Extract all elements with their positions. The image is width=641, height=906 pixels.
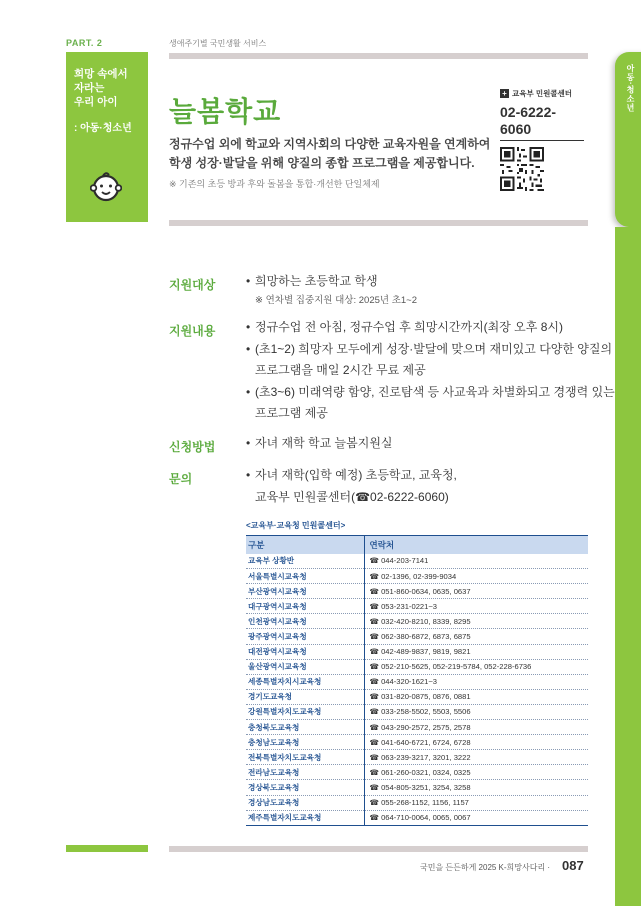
- table-cell-phone: ☎ 044-320-1621~3: [364, 674, 588, 689]
- contact-label: [500, 88, 584, 99]
- section-content-content: [246, 317, 615, 425]
- inquiry-item: [246, 465, 457, 508]
- table-header-category: 구분: [246, 536, 364, 554]
- table-cell-org: 부산광역시교육청: [246, 584, 364, 599]
- page-description: [169, 135, 490, 173]
- description-line1: 정규수업 외에 학교와 지역사회의 다양한 교육자원을 연계하여: [169, 137, 491, 151]
- table-cell-org: 서울특별시교육청: [246, 569, 364, 584]
- content-item-2: [246, 339, 615, 382]
- right-tab-label: 아동·청소년: [626, 64, 635, 113]
- table-cell-phone: ☎ 042-489-9837, 9819, 9821: [364, 644, 588, 659]
- section-target-label: 지원대상: [169, 278, 216, 292]
- table-cell-phone: ☎ 044-203-7141: [364, 554, 588, 569]
- right-chapter-tab[interactable]: [615, 52, 641, 227]
- bottom-bar-left: [66, 845, 148, 852]
- section-target-content: [246, 271, 417, 308]
- table-row: [246, 659, 588, 674]
- table-row: [246, 599, 588, 614]
- side-heading-line3: 우리 아이: [74, 96, 118, 108]
- table-cell-phone: ☎ 051-860-0634, 0635, 0637: [364, 584, 588, 599]
- page-number: 087: [562, 858, 584, 873]
- plus-icon: +: [500, 89, 509, 98]
- section-inquiry-label: 문의: [169, 472, 193, 486]
- table-row: [246, 810, 588, 825]
- table-cell-org: 교육부 상황반: [246, 554, 364, 569]
- table-cell-phone: ☎ 062-380-6872, 6873, 6875: [364, 629, 588, 644]
- section-content-label: 지원내용: [169, 324, 216, 338]
- table-cell-org: 대구광역시교육청: [246, 599, 364, 614]
- side-category: : 아동·청소년: [74, 123, 132, 134]
- table-row: [246, 584, 588, 599]
- baby-face-icon: [90, 169, 122, 203]
- table-header-contact: 연락처: [364, 536, 588, 554]
- table-row: [246, 674, 588, 689]
- footer-text: 국민을 든든하게 2025 K-희망사다리 ·: [420, 863, 551, 872]
- inquiry-line2: 교육부 민원콜센터(☎02-6222-6060): [255, 489, 449, 504]
- table-cell-phone: ☎ 02-1396, 02-399-9034: [364, 569, 588, 584]
- contact-rule: [500, 140, 584, 141]
- page-note: ※ 기존의 초등 방과 후와 돌봄을 통합·개선한 단일체제: [169, 179, 380, 189]
- table-cell-phone: ☎ 041-640-6721, 6724, 6728: [364, 735, 588, 750]
- table-cell-phone: ☎ 032-420-8210, 8339, 8295: [364, 614, 588, 629]
- table-cell-org: 경상북도교육청: [246, 780, 364, 795]
- contact-phone: [500, 104, 584, 138]
- qr-code-icon[interactable]: [500, 147, 544, 191]
- contact-box: [500, 88, 584, 141]
- table-cell-phone: ☎ 031-820-0875, 0876, 0881: [364, 689, 588, 704]
- target-subnote: ※ 연차별 집중지원 대상: 2025년 초1~2: [255, 294, 417, 306]
- apply-item: • 자녀 재학 학교 늘봄지원실: [246, 433, 393, 455]
- part-label: PART. 2: [66, 38, 103, 48]
- table-row: [246, 780, 588, 795]
- contact-phone-line2: 6060: [500, 121, 532, 137]
- bottom-bar-right: [169, 846, 588, 852]
- table-cell-org: 울산광역시교육청: [246, 659, 364, 674]
- table-cell-phone: ☎ 053-231-0221~3: [364, 599, 588, 614]
- content-item-2-line2: 프로그램을 매일 2시간 무료 제공: [255, 363, 426, 377]
- table-cell-phone: ☎ 033-258-5502, 5503, 5506: [364, 704, 588, 719]
- right-edge-strip: [615, 227, 641, 906]
- target-item: • 희망하는 초등학교 학생: [246, 271, 417, 293]
- table-cell-org: 전북특별자치도교육청: [246, 750, 364, 765]
- table-cell-org: 대전광역시교육청: [246, 644, 364, 659]
- table-cell-org: 전라남도교육청: [246, 765, 364, 780]
- table-cell-org: 경상남도교육청: [246, 795, 364, 810]
- table-row: [246, 629, 588, 644]
- content-item-3-line2: 프로그램 제공: [255, 406, 328, 420]
- table-title: <교육부·교육청 민원콜센터>: [246, 521, 346, 530]
- table-row: [246, 795, 588, 810]
- side-heading-line1: 희망 속에서: [74, 68, 128, 80]
- table-row: [246, 720, 588, 735]
- mid-divider: [169, 220, 588, 226]
- table-cell-phone: ☎ 061-260-0321, 0324, 0325: [364, 765, 588, 780]
- table-row: [246, 765, 588, 780]
- table-row: [246, 689, 588, 704]
- table-header-row: [246, 536, 588, 554]
- table-row: [246, 554, 588, 569]
- table-row: [246, 704, 588, 719]
- top-bar-left: [66, 52, 148, 59]
- description-line2: 학생 성장·발달을 위해 양질의 종합 프로그램을 제공합니다.: [169, 156, 475, 170]
- side-category-box: [66, 59, 148, 222]
- section-apply-content: [246, 433, 393, 455]
- page-title: 늘봄학교: [169, 96, 282, 127]
- contact-table: [246, 535, 588, 826]
- section-apply-label: 신청방법: [169, 440, 216, 454]
- table-row: [246, 644, 588, 659]
- table-cell-org: 세종특별자치시교육청: [246, 674, 364, 689]
- content-item-3-line1: • (초3~6) 미래역량 함양, 진로탐색 등 사교육과 차별화되고 경쟁력 있는: [255, 384, 615, 399]
- header-subtitle: 생애주기별 국민생활 서비스: [169, 39, 267, 48]
- table-cell-phone: ☎ 043-290-2572, 2575, 2578: [364, 720, 588, 735]
- table-cell-org: 인천광역시교육청: [246, 614, 364, 629]
- table-cell-phone: ☎ 054-805-3251, 3254, 3258: [364, 780, 588, 795]
- table-cell-phone: ☎ 064-710-0064, 0065, 0067: [364, 810, 588, 825]
- table-cell-org: 경기도교육청: [246, 689, 364, 704]
- table-row: [246, 614, 588, 629]
- table-cell-org: 광주광역시교육청: [246, 629, 364, 644]
- inquiry-line1: • 자녀 재학(입학 예정) 초등학교, 교육청,: [255, 468, 457, 482]
- side-heading-line2: 자라는: [74, 82, 105, 94]
- table-row: [246, 569, 588, 584]
- content-item-3: [246, 382, 615, 425]
- table-row: [246, 735, 588, 750]
- table-cell-phone: ☎ 055-268-1152, 1156, 1157: [364, 795, 588, 810]
- table-cell-org: 충청남도교육청: [246, 735, 364, 750]
- contact-label-text: 교육부 민원콜센터: [512, 89, 573, 98]
- table-cell-phone: ☎ 052-210-5625, 052-219-5784, 052-228-6736: [364, 659, 588, 674]
- top-bar-right: [169, 53, 588, 59]
- table-cell-phone: ☎ 063-239-3217, 3201, 3222: [364, 750, 588, 765]
- section-inquiry-content: [246, 465, 457, 508]
- table-row: [246, 750, 588, 765]
- table-cell-org: 충청북도교육청: [246, 720, 364, 735]
- content-item-1: • 정규수업 전 아침, 정규수업 후 희망시간까지(최장 오후 8시): [246, 317, 615, 339]
- table-cell-org: 강원특별자치도교육청: [246, 704, 364, 719]
- contact-phone-line1: 02-6222-: [500, 104, 557, 120]
- content-item-2-line1: • (초1~2) 희망자 모두에게 성장·발달에 맞으며 재미있고 다양한 양질의: [255, 341, 613, 356]
- table-cell-org: 제주특별자치도교육청: [246, 810, 364, 825]
